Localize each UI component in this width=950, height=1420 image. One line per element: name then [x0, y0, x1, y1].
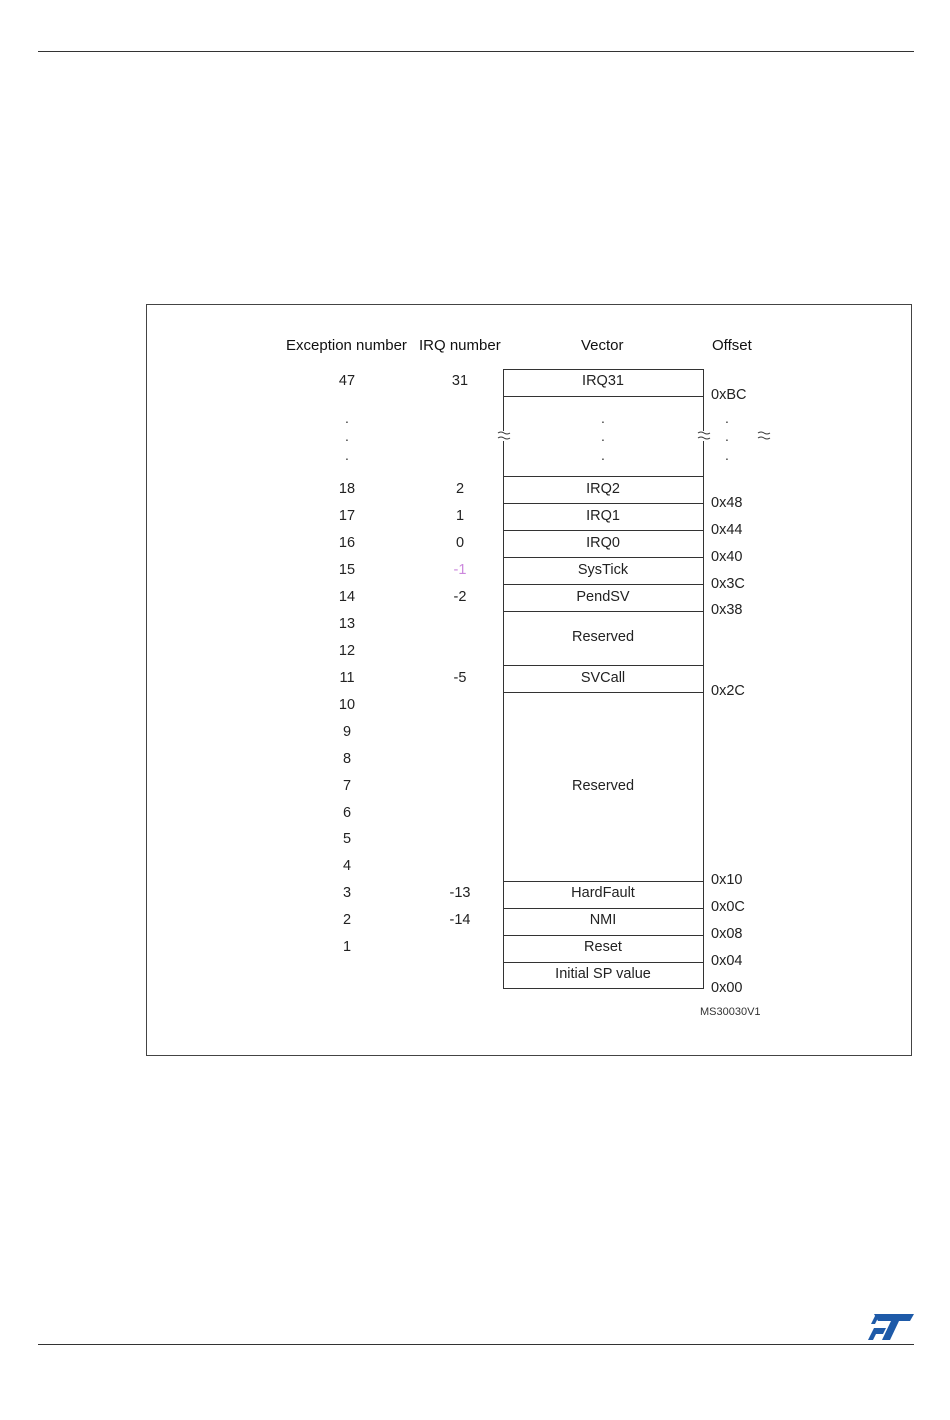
vector-pendsv: PendSV	[576, 589, 630, 605]
offset-label: 0x48	[711, 495, 743, 511]
exception-ellipsis-dot: .	[345, 428, 349, 444]
offset-ellipsis-dot: .	[725, 447, 729, 463]
vector-hardfault: HardFault	[571, 885, 635, 901]
exception-ellipsis-dot: .	[345, 410, 349, 426]
vector-systick: SysTick	[577, 562, 629, 578]
exception-number: 17	[338, 508, 356, 524]
exception-number: 5	[342, 831, 352, 847]
vector-reset: Reset	[584, 939, 622, 955]
exception-number: 47	[338, 373, 356, 389]
exception-number: 11	[339, 670, 355, 686]
exception-number: 16	[338, 535, 356, 551]
vector-header: Vector	[581, 337, 624, 354]
offset-label: 0x38	[711, 602, 743, 618]
offset-label: 0xBC	[711, 387, 747, 403]
vector-svcall: SVCall	[580, 670, 626, 686]
exception-number: 1	[342, 939, 352, 955]
irq-number: -2	[453, 589, 467, 605]
figure-reference: MS30030V1	[700, 1006, 761, 1018]
offset-label: 0x08	[711, 926, 743, 942]
exception-number: 15	[338, 562, 356, 578]
exception-number: 13	[338, 616, 356, 632]
exception-number: 6	[342, 805, 352, 821]
exception-number: 8	[342, 751, 352, 767]
vector-reserved: Reserved	[571, 629, 635, 645]
offset-label: 0x44	[711, 522, 743, 538]
offset-ellipsis-dot: .	[725, 410, 729, 426]
exception-number: 7	[342, 778, 352, 794]
exception-number: 12	[338, 643, 356, 659]
vector-ellipsis-dot: .	[601, 410, 605, 426]
vector-initial-sp: Initial SP value	[555, 966, 651, 982]
offset-ellipsis-dot: .	[725, 428, 729, 444]
exception-ellipsis-dot: .	[345, 447, 349, 463]
exception-number: 2	[342, 912, 352, 928]
exception-number: 4	[342, 858, 352, 874]
irq-number: 1	[455, 508, 465, 524]
vector-nmi: NMI	[589, 912, 617, 928]
offset-label: 0x0C	[711, 899, 745, 915]
offset-label: 0x04	[711, 953, 743, 969]
offset-break-mark	[758, 432, 770, 439]
exception-number: 14	[338, 589, 356, 605]
vector-irq31: IRQ31	[582, 373, 624, 389]
irq-number: 0	[455, 535, 465, 551]
vector-irq2: IRQ2	[586, 481, 620, 497]
irq-number: 31	[451, 373, 469, 389]
irq-number: -5	[453, 670, 467, 686]
exception-number-header: Exception number	[286, 337, 407, 354]
vector-irq1: IRQ1	[586, 508, 620, 524]
st-logo-icon	[866, 1312, 916, 1342]
offset-label: 0x10	[711, 872, 743, 888]
exception-number: 18	[338, 481, 356, 497]
irq-number: -14	[449, 912, 471, 928]
irq-number: -13	[449, 885, 471, 901]
exception-number: 3	[342, 885, 352, 901]
offset-label: 0x2C	[711, 683, 745, 699]
vector-ellipsis-dot: .	[601, 428, 605, 444]
offset-label: 0x00	[711, 980, 743, 996]
exception-number: 9	[342, 724, 352, 740]
vector-reserved: Reserved	[571, 778, 635, 794]
irq-number-highlighted: -1	[453, 562, 467, 578]
offset-label: 0x40	[711, 549, 743, 565]
vector-irq0: IRQ0	[586, 535, 620, 551]
offset-label: 0x3C	[711, 576, 745, 592]
exception-number: 10	[338, 697, 356, 713]
vector-ellipsis-dot: .	[601, 447, 605, 463]
offset-header: Offset	[712, 337, 752, 354]
irq-number: 2	[455, 481, 465, 497]
irq-number-header: IRQ number	[419, 337, 501, 354]
